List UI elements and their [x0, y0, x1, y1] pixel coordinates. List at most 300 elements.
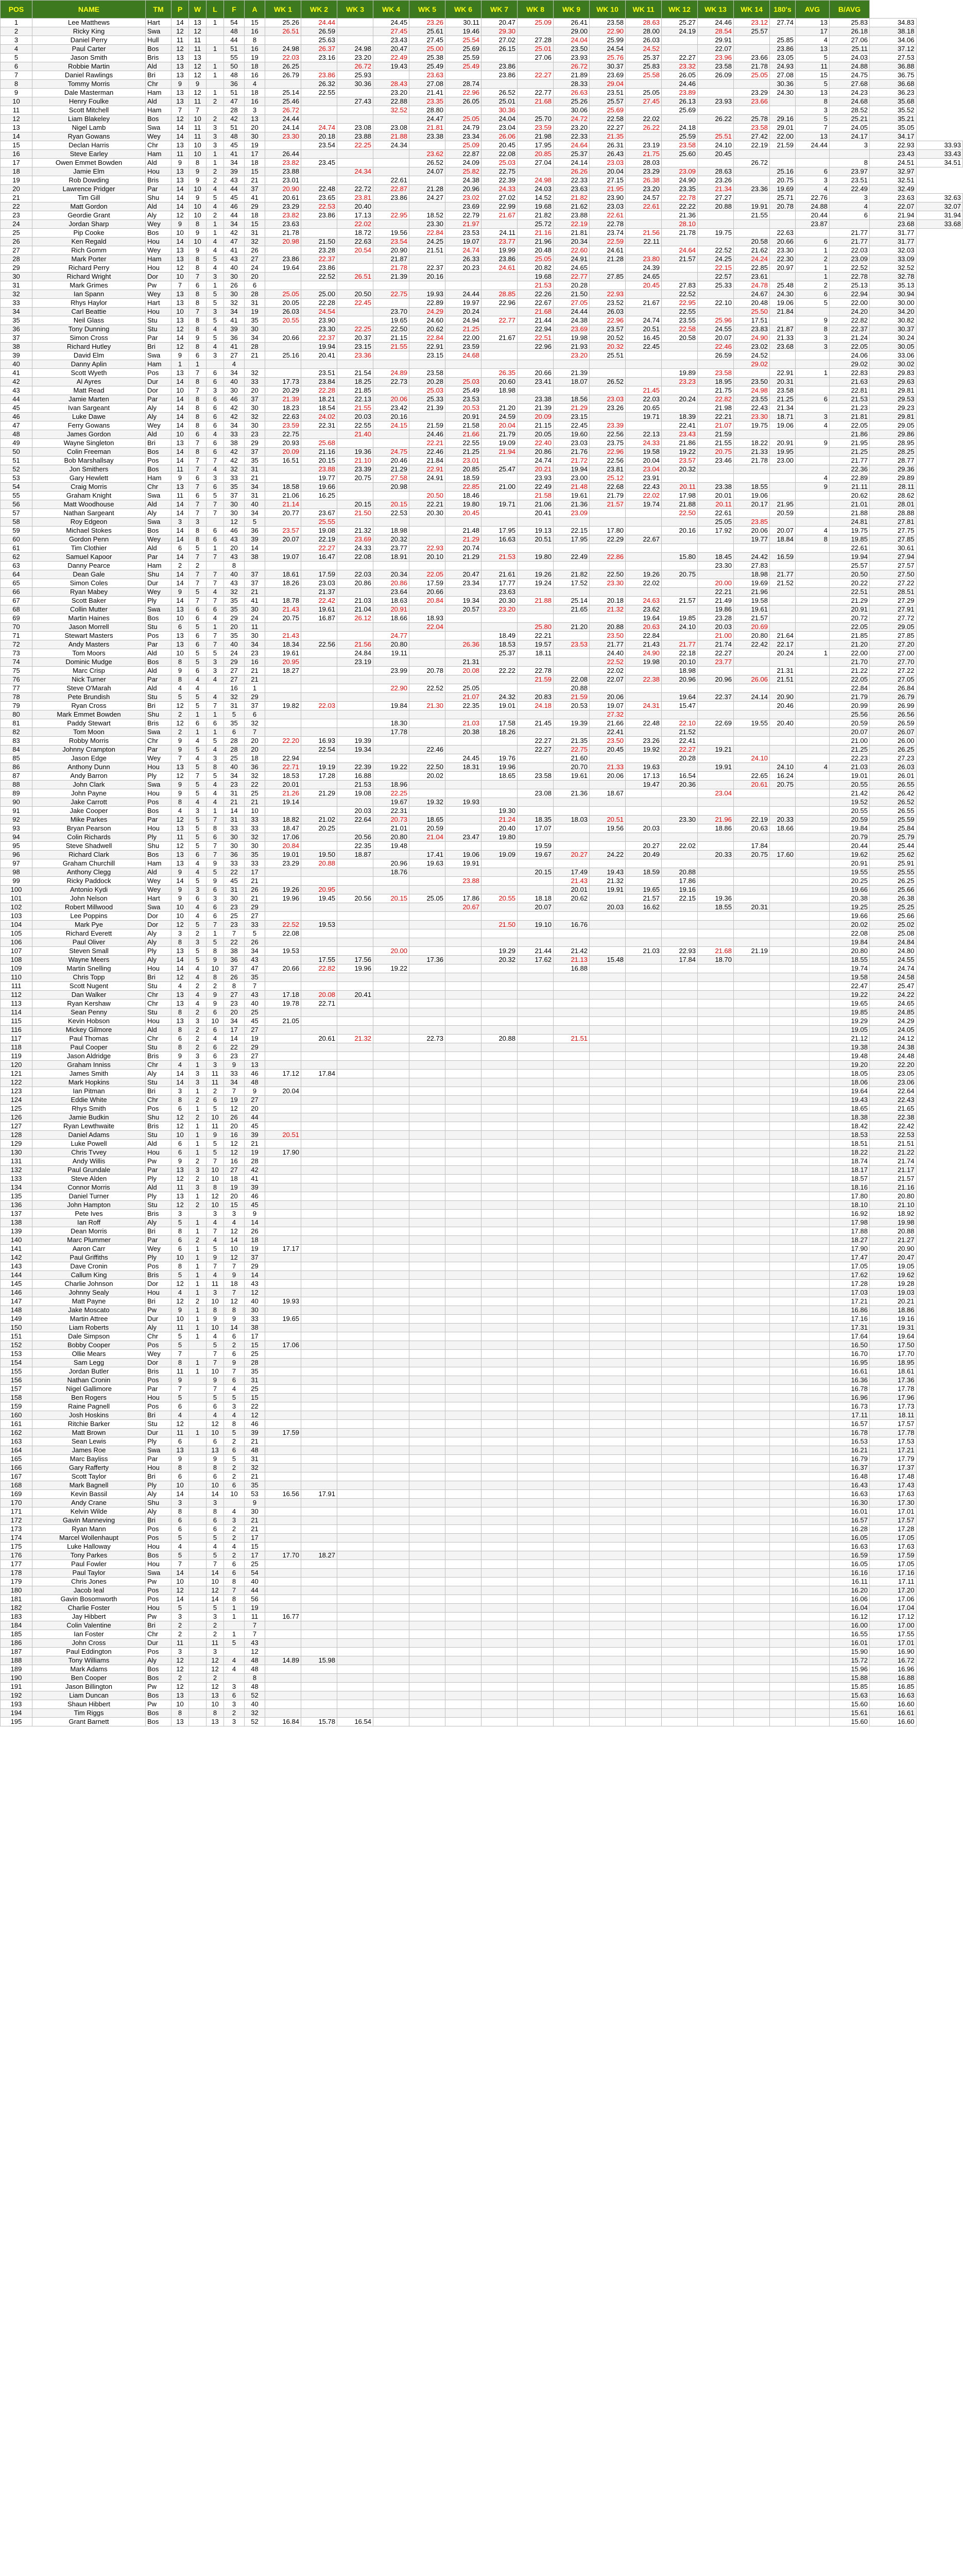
table-cell: 19.59 [518, 842, 554, 851]
table-cell: 24.68 [830, 97, 870, 106]
table-cell: 21.66 [590, 719, 626, 728]
table-cell: 19.95 [770, 448, 796, 456]
table-cell: 22.05 [409, 570, 445, 579]
table-cell: Andy Willis [32, 1157, 146, 1166]
table-cell: 5 [207, 938, 224, 947]
table-cell [554, 1262, 590, 1271]
table-cell: 22.36 [830, 465, 870, 474]
table-cell: Bri [146, 343, 171, 351]
table-cell: 18 [245, 62, 265, 71]
table-cell: 23.61 [734, 273, 770, 281]
table-cell: 20.22 [830, 579, 870, 588]
table-cell: 18.26 [265, 579, 301, 588]
table-cell [796, 737, 830, 745]
table-cell: 7 [207, 640, 224, 649]
table-cell: 3 [189, 1166, 207, 1175]
table-cell [518, 781, 554, 789]
table-cell [518, 106, 554, 115]
table-cell [445, 1105, 482, 1113]
table-cell [445, 1367, 482, 1376]
table-cell: 21.88 [518, 597, 554, 605]
table-cell: Antonio Kydi [32, 886, 146, 894]
table-cell: Daniel Adams [32, 1131, 146, 1140]
table-cell [518, 1052, 554, 1061]
table-cell: 21.22 [830, 667, 870, 675]
table-cell: 22.37 [830, 325, 870, 334]
table-cell: 27.05 [554, 299, 590, 308]
table-cell [518, 1096, 554, 1105]
table-row [1, 1280, 963, 1289]
table-cell [482, 1411, 518, 1420]
table-cell: 22.91 [409, 343, 445, 351]
table-cell: 6 [245, 710, 265, 719]
table-cell: 44 [1, 395, 32, 404]
table-row [1, 1350, 963, 1359]
table-cell [518, 167, 554, 176]
table-cell: 3 [207, 1061, 224, 1070]
table-cell [245, 360, 265, 369]
table-cell: 114 [1, 1008, 32, 1017]
table-cell [445, 1350, 482, 1359]
table-cell: 23.43 [662, 430, 698, 439]
table-cell: Swa [146, 27, 171, 36]
table-cell [337, 1113, 373, 1122]
table-cell: 23.90 [590, 194, 626, 202]
table-cell [482, 798, 518, 807]
table-cell: 9 [189, 80, 207, 89]
table-cell: 5 [224, 1394, 245, 1402]
table-cell: 18.25 [337, 378, 373, 386]
table-cell: 12 [224, 1297, 245, 1306]
table-cell: 20.88 [662, 868, 698, 877]
table-cell [590, 1122, 626, 1131]
table-cell: 19.53 [301, 921, 337, 929]
table-cell: 20.86 [337, 579, 373, 588]
table-cell [626, 1455, 662, 1464]
table-cell [590, 1113, 626, 1122]
table-cell: 28.62 [870, 492, 917, 500]
table-cell [734, 1437, 770, 1446]
table-cell: 7 [189, 106, 207, 115]
table-cell: 22.41 [662, 421, 698, 430]
table-cell: 17.58 [482, 719, 518, 728]
table-cell [409, 1131, 445, 1140]
table-cell [554, 991, 590, 999]
table-cell: 31.94 [916, 211, 963, 220]
table-cell: 22.37 [301, 255, 337, 264]
table-cell: 22.93 [590, 290, 626, 299]
table-cell: 20.82 [518, 264, 554, 273]
table-cell [482, 1341, 518, 1350]
table-cell [482, 973, 518, 982]
table-cell [518, 1131, 554, 1140]
table-cell: 18.78 [265, 597, 301, 605]
table-cell [301, 1472, 337, 1481]
table-cell: 95 [1, 842, 32, 851]
table-cell [409, 535, 445, 544]
table-cell [796, 667, 830, 675]
table-cell [626, 1131, 662, 1140]
table-cell [770, 1166, 796, 1175]
table-cell [373, 710, 409, 719]
table-row [1, 1192, 963, 1201]
table-cell [590, 1446, 626, 1455]
table-cell: 25.82 [445, 167, 482, 176]
table-cell [301, 1061, 337, 1070]
table-cell [698, 474, 734, 483]
table-cell: 22.73 [409, 1035, 445, 1043]
table-cell [373, 150, 409, 159]
table-cell: 23.96 [698, 54, 734, 62]
table-cell: 24.10 [698, 141, 734, 150]
table-row [1, 1315, 963, 1324]
table-cell [770, 938, 796, 947]
table-cell [265, 973, 301, 982]
table-cell: 10 [207, 1017, 224, 1026]
table-cell: 22.07 [590, 675, 626, 684]
table-cell: 27.29 [870, 597, 917, 605]
table-cell [373, 202, 409, 211]
table-cell [409, 921, 445, 929]
table-cell: 22.21 [698, 588, 734, 597]
table-cell: 19.22 [373, 964, 409, 973]
table-cell: 20.50 [337, 290, 373, 299]
table-cell: 27.83 [662, 281, 698, 290]
table-cell: 20.91 [830, 605, 870, 614]
table-cell: 33.68 [916, 220, 963, 229]
table-cell: 21 [245, 798, 265, 807]
table-row [1, 325, 963, 334]
table-cell: 26.15 [482, 45, 518, 54]
table-cell: 7 [189, 579, 207, 588]
table-cell: 24.33 [626, 439, 662, 448]
table-row [1, 1306, 963, 1315]
table-cell: 21.07 [445, 693, 482, 702]
table-cell: Ham [146, 474, 171, 483]
table-cell: 69 [1, 614, 32, 623]
table-cell: 2 [189, 562, 207, 570]
table-row [1, 1148, 963, 1157]
table-cell: 136 [1, 1201, 32, 1210]
column-header: WK 2 [301, 1, 337, 19]
table-cell: 24.29 [409, 308, 445, 316]
table-cell [409, 202, 445, 211]
table-cell [770, 789, 796, 798]
table-cell: 27.00 [870, 649, 917, 658]
table-cell: 8 [189, 395, 207, 404]
table-cell: 25.62 [870, 851, 917, 859]
table-cell: 25 [245, 1350, 265, 1359]
table-cell [445, 623, 482, 632]
table-cell: 30 [245, 605, 265, 614]
table-cell: 25.08 [870, 929, 917, 938]
column-header: WK 8 [518, 1, 554, 19]
table-cell [373, 1061, 409, 1070]
table-cell [770, 1464, 796, 1472]
table-cell [518, 1175, 554, 1183]
table-cell [224, 1621, 245, 1630]
table-cell: 4 [224, 1543, 245, 1551]
table-cell: 1 [189, 1140, 207, 1148]
table-cell: 21.06 [265, 492, 301, 500]
table-cell [662, 1472, 698, 1481]
table-cell: 24.64 [662, 246, 698, 255]
table-cell [337, 684, 373, 693]
table-cell: 2 [189, 1035, 207, 1043]
table-cell: 28.95 [870, 439, 917, 448]
table-cell: Ald [146, 62, 171, 71]
table-cell: Hart [146, 299, 171, 308]
table-cell: 21.31 [445, 658, 482, 667]
table-cell [626, 1289, 662, 1297]
table-cell: 14 [171, 456, 189, 465]
table-cell: 20 [1, 185, 32, 194]
table-cell: 21.55 [373, 343, 409, 351]
table-cell: 26.13 [662, 97, 698, 106]
table-cell: 20.86 [518, 448, 554, 456]
table-row [1, 421, 963, 430]
table-cell: 76 [1, 675, 32, 684]
table-cell: 6 [207, 421, 224, 430]
table-cell: 21.29 [445, 553, 482, 562]
table-cell: 21.43 [265, 632, 301, 640]
table-cell: Dur [146, 1315, 171, 1324]
table-cell [373, 772, 409, 781]
table-row [1, 474, 963, 483]
table-cell: 26.22 [698, 115, 734, 124]
table-cell [373, 1078, 409, 1087]
table-cell: 16.63 [830, 1490, 870, 1499]
table-cell: 8 [189, 220, 207, 229]
table-cell: 53 [1, 474, 32, 483]
table-cell: 2 [224, 1525, 245, 1534]
table-cell [445, 842, 482, 851]
table-cell [445, 1359, 482, 1367]
table-cell: 20.46 [373, 456, 409, 465]
table-cell [554, 1105, 590, 1113]
table-cell: 17.88 [830, 1227, 870, 1236]
table-cell: 8 [207, 1464, 224, 1472]
table-cell [482, 1455, 518, 1464]
table-cell [626, 588, 662, 597]
table-cell: Marcel Wollenhaupt [32, 1534, 146, 1543]
table-cell [301, 798, 337, 807]
table-cell [734, 1131, 770, 1140]
table-cell: Aly [146, 413, 171, 421]
table-cell: 40 [245, 999, 265, 1008]
table-cell [265, 1026, 301, 1035]
table-row [1, 150, 963, 159]
table-cell [518, 886, 554, 894]
table-cell: 6 [207, 886, 224, 894]
table-cell [662, 1411, 698, 1420]
table-cell [796, 1315, 830, 1324]
table-cell [409, 710, 445, 719]
table-cell: 8 [189, 448, 207, 456]
table-cell: 24.44 [445, 290, 482, 299]
table-cell [662, 1148, 698, 1157]
table-cell: 21.01 [373, 824, 409, 833]
table-cell: 18.47 [265, 824, 301, 833]
table-cell: 25.49 [445, 62, 482, 71]
table-cell [662, 1429, 698, 1437]
table-cell: 106 [1, 938, 32, 947]
table-cell [337, 623, 373, 632]
table-cell [265, 1166, 301, 1175]
table-cell: 8 [171, 938, 189, 947]
table-cell: Ben Rogers [32, 1394, 146, 1402]
table-cell [734, 1122, 770, 1131]
table-cell: 21.59 [409, 421, 445, 430]
table-cell: 1 [245, 684, 265, 693]
table-cell: 22.05 [830, 343, 870, 351]
table-cell [189, 1543, 207, 1551]
table-cell [518, 1551, 554, 1560]
table-cell: 26.03 [626, 36, 662, 45]
table-cell [301, 842, 337, 851]
table-cell [662, 1192, 698, 1201]
table-cell: 21.70 [830, 658, 870, 667]
table-cell [301, 1324, 337, 1332]
table-cell [189, 1446, 207, 1455]
table-cell [373, 877, 409, 886]
table-cell: 22.45 [626, 343, 662, 351]
table-cell [301, 1148, 337, 1157]
table-cell: 149 [1, 1315, 32, 1324]
table-cell [265, 1175, 301, 1183]
table-cell: 20.59 [770, 509, 796, 518]
table-cell: Ken Regald [32, 238, 146, 246]
table-cell: Jason Edge [32, 754, 146, 763]
table-cell: 19.48 [373, 842, 409, 851]
table-cell: Hart [146, 894, 171, 903]
table-cell: 23.69 [590, 71, 626, 80]
table-cell: 24.65 [626, 273, 662, 281]
table-cell [482, 1543, 518, 1551]
table-cell [770, 745, 796, 754]
table-cell [482, 929, 518, 938]
table-cell: 24.44 [554, 308, 590, 316]
table-cell: 5 [207, 1341, 224, 1350]
table-cell: Pw [146, 1306, 171, 1315]
table-cell: 21.11 [830, 483, 870, 492]
table-cell [337, 1148, 373, 1157]
table-cell: 9 [207, 991, 224, 999]
table-cell [409, 1341, 445, 1350]
table-cell [518, 929, 554, 938]
table-cell: 35.68 [870, 97, 917, 106]
table-row [1, 1052, 963, 1061]
table-cell: 16 [245, 71, 265, 80]
table-cell: 20.18 [301, 132, 337, 141]
table-cell: 29.02 [830, 360, 870, 369]
table-cell: 1 [207, 45, 224, 54]
table-cell: 21.79 [590, 492, 626, 500]
table-cell: 39 [245, 535, 265, 544]
table-cell [301, 176, 337, 185]
table-cell [482, 395, 518, 404]
table-cell: 24.30 [770, 290, 796, 299]
table-cell: 42 [224, 456, 245, 465]
table-cell: Hou [146, 1464, 171, 1472]
table-cell [445, 1061, 482, 1070]
table-cell [265, 518, 301, 527]
table-cell: 25.00 [301, 290, 337, 299]
table-cell: 20.30 [409, 509, 445, 518]
table-row [1, 369, 963, 378]
table-cell [482, 745, 518, 754]
table-cell: 63 [1, 562, 32, 570]
table-cell: 4 [224, 1507, 245, 1516]
table-cell: 28.43 [373, 80, 409, 89]
table-cell: 29.05 [870, 623, 917, 632]
table-cell: 22.28 [301, 299, 337, 308]
table-cell: 22.64 [870, 1087, 917, 1096]
table-cell: Daniel Rawlings [32, 71, 146, 80]
table-cell [626, 833, 662, 842]
table-cell: 12 [171, 1113, 189, 1122]
table-cell [482, 675, 518, 684]
table-cell: 10 [171, 649, 189, 658]
table-cell: 18.59 [626, 868, 662, 877]
table-cell: 9 [245, 1499, 265, 1507]
table-cell [265, 281, 301, 290]
table-cell: 24.77 [373, 632, 409, 640]
table-cell: 14 [171, 1490, 189, 1499]
table-cell [554, 903, 590, 912]
table-cell [337, 1481, 373, 1490]
table-cell [337, 1543, 373, 1551]
table-cell: 31 [224, 702, 245, 710]
table-cell [265, 1253, 301, 1262]
table-cell: 2 [224, 1341, 245, 1350]
table-cell: 13 [171, 991, 189, 999]
table-cell: 6 [207, 833, 224, 842]
table-cell [770, 1201, 796, 1210]
table-cell [409, 1437, 445, 1446]
table-cell: 15 [796, 71, 830, 80]
table-cell [796, 1201, 830, 1210]
table-cell: 21 [245, 351, 265, 360]
table-cell: 15.48 [590, 956, 626, 964]
table-cell: 23.30 [590, 579, 626, 588]
table-cell: 14 [245, 544, 265, 553]
table-cell: 16.76 [554, 921, 590, 929]
table-cell [590, 1324, 626, 1332]
table-cell: 14 [1, 132, 32, 141]
table-cell: 22.49 [518, 483, 554, 492]
table-cell: 21.57 [734, 614, 770, 623]
table-cell: 19.06 [770, 299, 796, 308]
table-cell: 24.18 [662, 124, 698, 132]
table-cell [770, 1078, 796, 1087]
table-cell [189, 1472, 207, 1481]
table-cell: 20.56 [337, 894, 373, 903]
table-cell [337, 360, 373, 369]
table-cell [698, 737, 734, 745]
table-cell: 24.42 [734, 553, 770, 562]
table-cell [770, 1595, 796, 1604]
table-cell [409, 1560, 445, 1569]
table-cell [265, 1289, 301, 1297]
table-cell: 20.53 [445, 404, 482, 413]
table-cell [445, 1420, 482, 1429]
table-cell [796, 1210, 830, 1218]
table-cell: Stu [146, 623, 171, 632]
table-cell [734, 1140, 770, 1148]
table-cell [409, 737, 445, 745]
table-cell: 82 [1, 728, 32, 737]
